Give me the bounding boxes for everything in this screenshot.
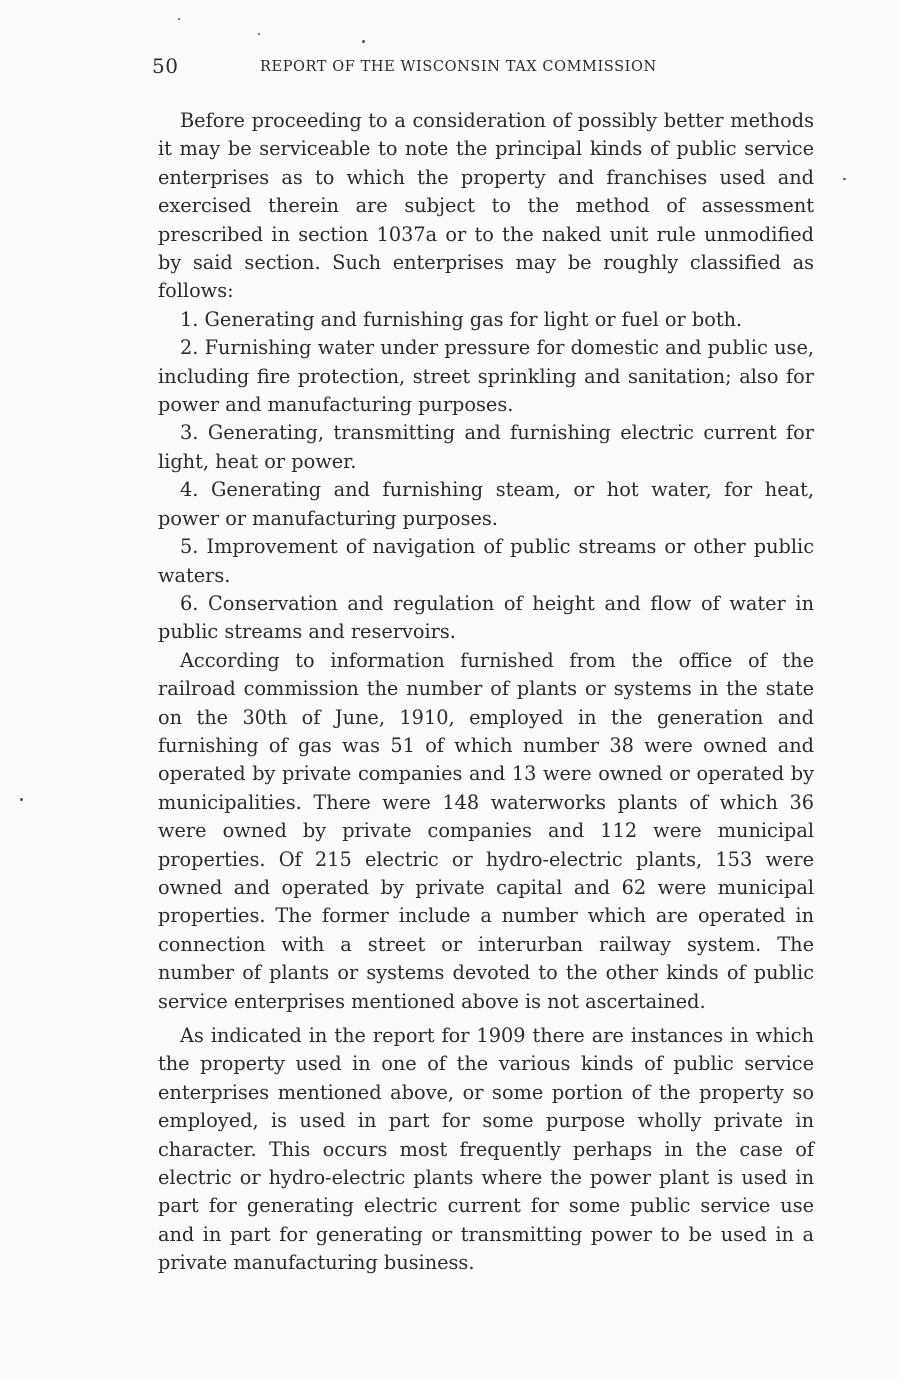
list-item: 1. Generating and furnishing gas for light or fuel or both. [180,307,743,331]
scan-speck [20,798,23,801]
railroad-commission-paragraph: According to information furnished from the office of the railroad commission the number of plants or systems in the state on the 30th of June, 1910, employed in the generation and furnishing of gas was 51 of which number 38 were owned and operated by private companies and 13 were owned or operated by municipalities. There were 148 waterworks plants of which 36 were owned by private companies and 112 were municipal properties. Of 215 electric or hydro-electric plants, 153 were owned and operated by private capital and 62 were municipal properties. The former include a number which are operated in connection with a street or interurban railway system. The number of plants or systems devoted to the other kinds of public service enterprises mentioned above is not ascertained. [158,648,814,1013]
page-number: 50 [152,54,179,78]
list-item: 3. Generating, transmitting and furnishing electric current for light, heat or power. [158,421,814,473]
list-item: 4. Generating and furnishing steam, or hot water, for heat, power or manufacturing purposes. [158,478,814,530]
page-header [152,54,812,84]
list-item: 6. Conservation and regulation of height and flow of water in public streams and reservoirs. [158,591,814,644]
body-text [158,107,814,1278]
scan-speck [843,178,846,180]
scan-speck [178,18,180,20]
list-item: 2. Furnishing water under pressure for domestic and public use, including fire protection, street sprinkling and sanitation; also for power and manufacturing purposes. [158,336,814,417]
report-1909-paragraph: As indicated in the report for 1909 there are instances in which the property used in one of the various kinds of public service enterprises mentioned above, or some portion of the property so employed, is used in part for some purpose wholly private in character. This occurs most frequently perhaps in the case of electric or hydro-electric plants where the power plant is used in part for generating electric current for some public service use and in part for generating or transmitting power to be used in a private manufacturing business. [158,1024,814,1275]
intro-paragraph: Before proceeding to a consideration of possibly better methods it may be serviceable to note the principal kinds of public service enterprises as to which the property and franchises used and exercised therein are subject to the method of assessment prescribed in section 1037a or to the naked unit rule unmodified by said section. Such enterprises may be roughly classified as follows: [158,109,814,303]
list-item: 5. Improvement of navigation of public streams or other public waters. [158,535,814,587]
scan-speck [362,40,365,43]
running-head: REPORT OF THE WISCONSIN TAX COMMISSION [260,59,657,75]
scan-speck [258,33,260,35]
